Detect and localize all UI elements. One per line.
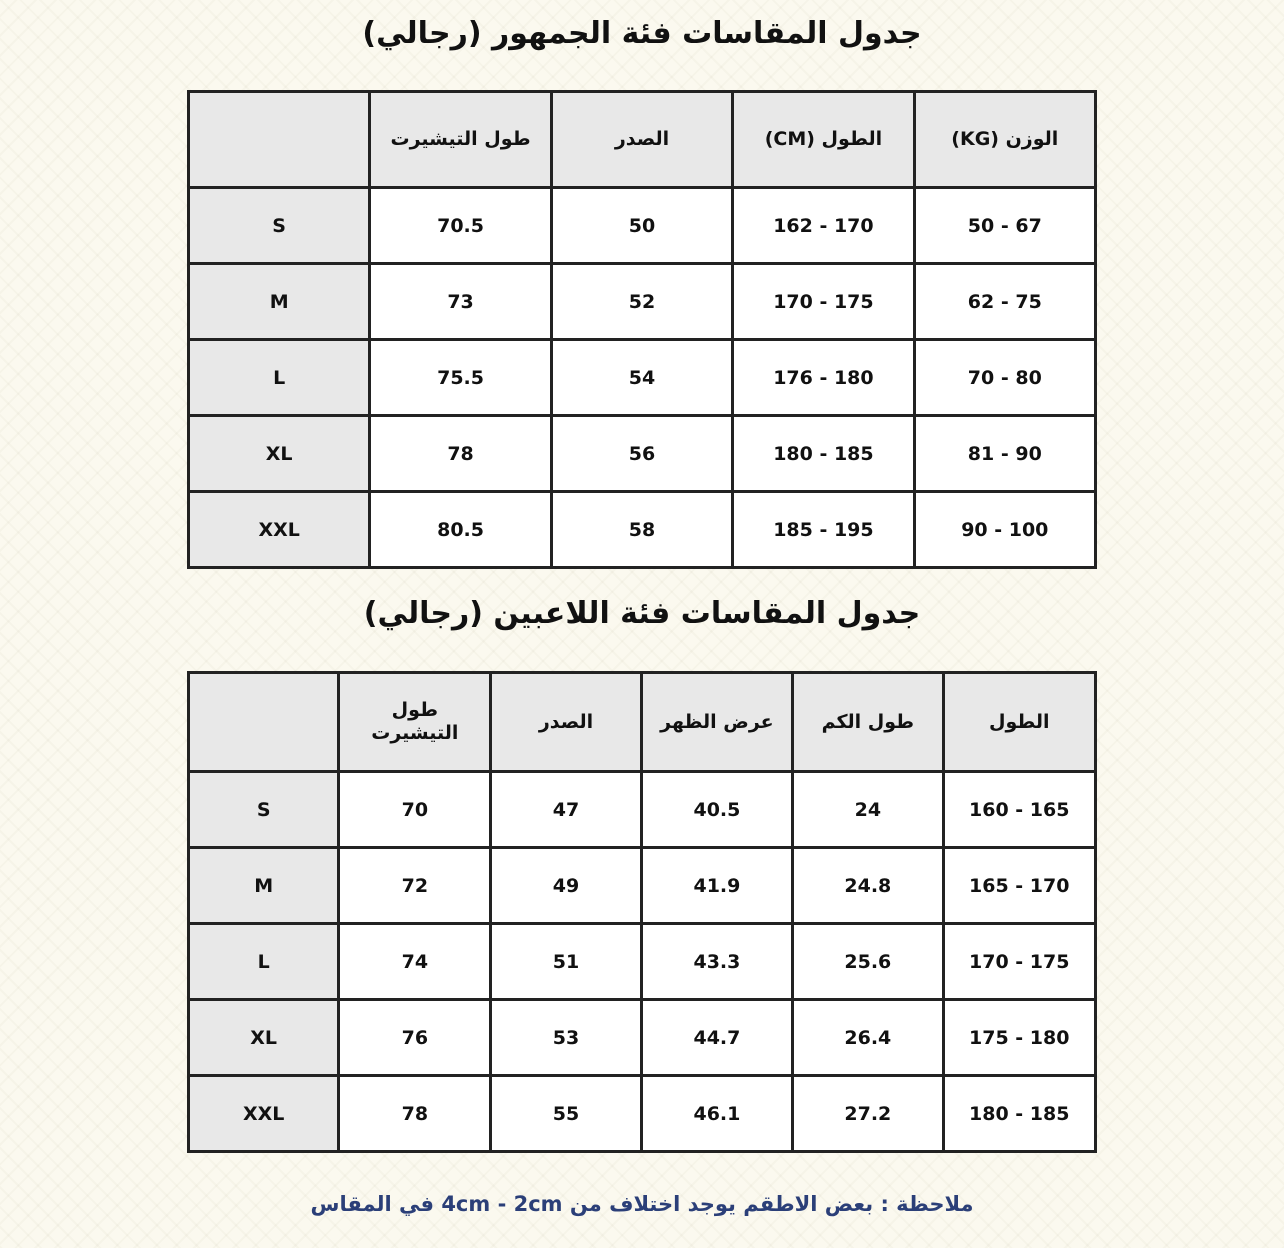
size-label: XL — [189, 1000, 339, 1076]
height-value: 170 - 175 — [943, 924, 1095, 1000]
header-height: الطول (CM) — [733, 92, 914, 188]
chest-value: 50 — [551, 188, 732, 264]
header-shirt-length: طول التيشيرت — [370, 92, 552, 188]
table-header-row — [189, 673, 1096, 772]
players-table-title: جدول المقاسات فئة اللاعبين (رجالي) — [363, 596, 921, 631]
shirt-length-value: 80.5 — [370, 492, 552, 568]
table-row — [189, 1076, 1096, 1152]
header-chest: الصدر — [491, 673, 641, 772]
size-label: XXL — [189, 1076, 339, 1152]
chest-value: 52 — [551, 264, 732, 340]
chest-value: 49 — [491, 848, 641, 924]
shirt-length-value: 74 — [339, 924, 491, 1000]
height-value: 160 - 165 — [943, 772, 1095, 848]
table-row — [189, 924, 1096, 1000]
fans-size-table — [187, 90, 1097, 569]
sleeve-length-value: 24 — [793, 772, 943, 848]
shirt-length-value: 76 — [339, 1000, 491, 1076]
chest-value: 58 — [551, 492, 732, 568]
back-width-value: 44.7 — [641, 1000, 792, 1076]
height-value: 162 - 170 — [733, 188, 914, 264]
sleeve-length-value: 25.6 — [793, 924, 943, 1000]
shirt-length-value: 70 — [339, 772, 491, 848]
height-value: 165 - 170 — [943, 848, 1095, 924]
sleeve-length-value: 26.4 — [793, 1000, 943, 1076]
table-row — [189, 416, 1096, 492]
header-weight: الوزن (KG) — [914, 92, 1095, 188]
height-value: 170 - 175 — [733, 264, 914, 340]
size-label: XL — [189, 416, 370, 492]
weight-value: 70 - 80 — [914, 340, 1095, 416]
chest-value: 53 — [491, 1000, 641, 1076]
shirt-length-value: 78 — [370, 416, 552, 492]
back-width-value: 41.9 — [641, 848, 792, 924]
chest-value: 51 — [491, 924, 641, 1000]
table-row — [189, 772, 1096, 848]
table-row — [189, 1000, 1096, 1076]
shirt-length-value: 72 — [339, 848, 491, 924]
height-value: 185 - 195 — [733, 492, 914, 568]
table-row — [189, 264, 1096, 340]
chest-value: 54 — [551, 340, 732, 416]
back-width-value: 43.3 — [641, 924, 792, 1000]
table-row — [189, 492, 1096, 568]
weight-value: 90 - 100 — [914, 492, 1095, 568]
shirt-length-value: 78 — [339, 1076, 491, 1152]
chest-value: 56 — [551, 416, 732, 492]
height-value: 176 - 180 — [733, 340, 914, 416]
table-row — [189, 188, 1096, 264]
fans-table-title: جدول المقاسات فئة الجمهور (رجالي) — [362, 16, 922, 51]
table-row — [189, 340, 1096, 416]
size-label: M — [189, 264, 370, 340]
size-label: S — [189, 188, 370, 264]
size-label: M — [189, 848, 339, 924]
chest-value: 55 — [491, 1076, 641, 1152]
header-sleeve-length: طول الكم — [793, 673, 943, 772]
chest-value: 47 — [491, 772, 641, 848]
height-value: 175 - 180 — [943, 1000, 1095, 1076]
back-width-value: 46.1 — [641, 1076, 792, 1152]
header-shirt-length: طول التيشيرت — [339, 673, 491, 772]
size-label: S — [189, 772, 339, 848]
header-size — [189, 673, 339, 772]
weight-value: 50 - 67 — [914, 188, 1095, 264]
shirt-length-value: 73 — [370, 264, 552, 340]
sleeve-length-value: 27.2 — [793, 1076, 943, 1152]
size-label: XXL — [189, 492, 370, 568]
weight-value: 81 - 90 — [914, 416, 1095, 492]
table-row — [189, 848, 1096, 924]
table-header-row — [189, 92, 1096, 188]
header-size — [189, 92, 370, 188]
size-label: L — [189, 924, 339, 1000]
measurement-note: ملاحظة : بعض الاطقم يوجد اختلاف من 4cm - 2cm في المقاس — [310, 1192, 974, 1216]
players-size-table — [187, 671, 1097, 1153]
height-value: 180 - 185 — [943, 1076, 1095, 1152]
header-back-width: عرض الظهر — [641, 673, 792, 772]
header-height: الطول — [943, 673, 1095, 772]
shirt-length-value: 75.5 — [370, 340, 552, 416]
header-chest: الصدر — [551, 92, 732, 188]
sleeve-length-value: 24.8 — [793, 848, 943, 924]
height-value: 180 - 185 — [733, 416, 914, 492]
size-label: L — [189, 340, 370, 416]
shirt-length-value: 70.5 — [370, 188, 552, 264]
weight-value: 62 - 75 — [914, 264, 1095, 340]
back-width-value: 40.5 — [641, 772, 792, 848]
